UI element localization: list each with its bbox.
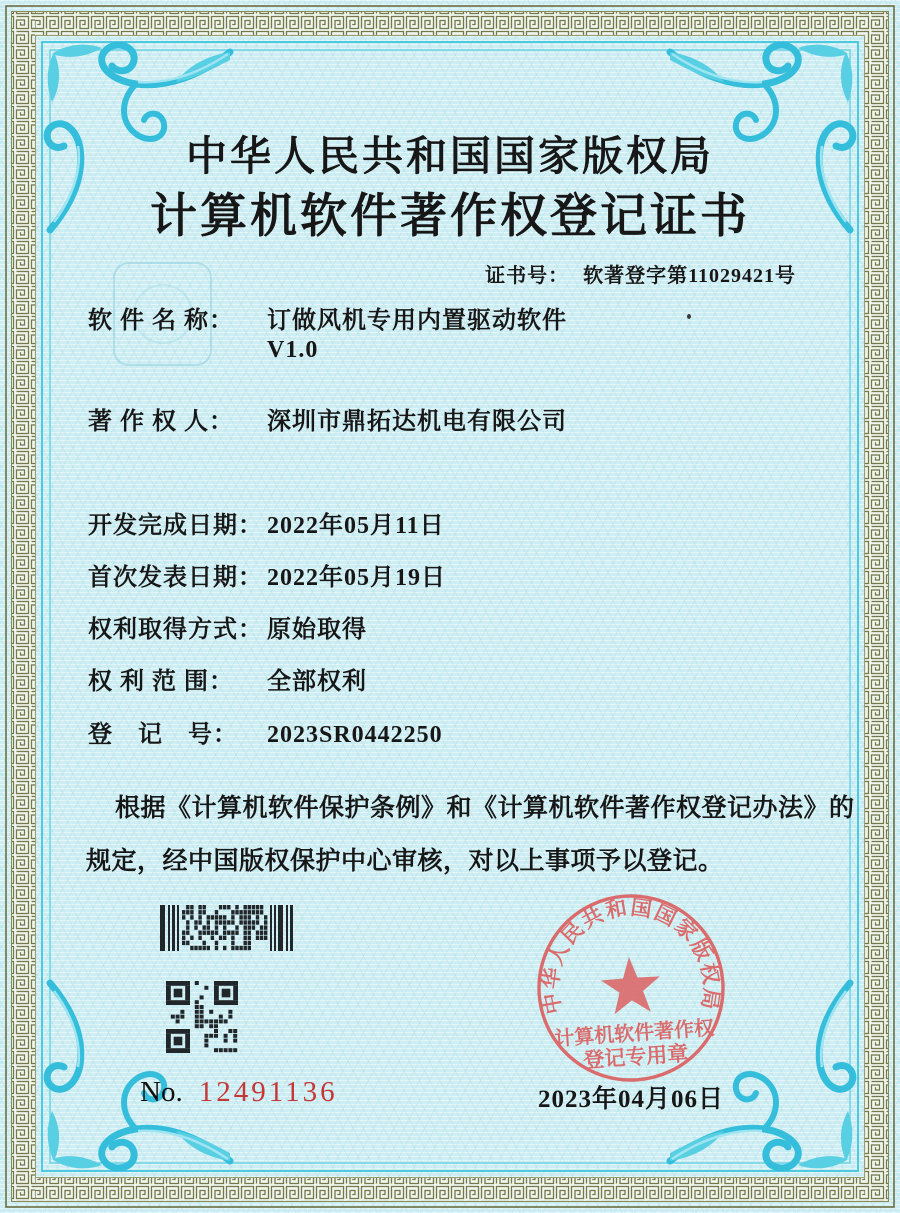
field-label: 著 作 权 人： [88, 409, 234, 435]
serial-number-value: 12491136 [198, 1076, 338, 1108]
serial-number-label: No. [140, 1076, 183, 1108]
field-value: 全部权利 [267, 669, 367, 695]
red-official-seal [525, 882, 737, 1094]
field-value: 2023SR0442250 [267, 722, 443, 748]
field-value: 原始取得 [267, 617, 367, 643]
field-value-version: V1.0 [267, 337, 319, 363]
red-star-icon [599, 955, 662, 1015]
seal-text-line2: 登记专用章 [582, 1041, 690, 1073]
field-label: 软 件 名 称： [88, 308, 234, 334]
field-label: 登 记 号： [88, 722, 238, 748]
field-label: 首次发表日期： [88, 565, 263, 591]
field-value: 2022年05月19日 [267, 565, 446, 591]
certificate-number-value: 软著登字第11029421号 [583, 265, 796, 287]
registration-statement-line2: 规定，经中国版权保护中心审核，对以上事项予以登记。 [86, 848, 724, 875]
barcode-2d-icon [160, 904, 296, 952]
field-label: 权利取得方式： [88, 617, 263, 643]
certificate-number-line [485, 259, 796, 288]
registration-statement-line1: 根据《计算机软件保护条例》和《计算机软件著作权登记办法》的 [115, 795, 855, 822]
qr-code-icon [166, 981, 240, 1053]
seal-ring-text: 中华人民共和国国家版权局 [538, 895, 724, 1016]
certificate-title: 计算机软件著作权登记证书 [150, 191, 750, 243]
field-value: 订做风机专用内置驱动软件 [267, 308, 567, 334]
issuing-authority-title: 中华人民共和国国家版权局 [186, 133, 714, 179]
field-label: 权 利 范 围： [88, 669, 234, 695]
certificate-number-label: 证书号： [485, 265, 570, 287]
seal-text-line1: 计算机软件著作权 [553, 1017, 715, 1051]
field-value: 2022年05月11日 [267, 513, 445, 539]
serial-number-line [140, 1076, 338, 1109]
registration-date: 2023年04月06日 [538, 1086, 725, 1113]
print-speck [687, 314, 691, 319]
field-value: 深圳市鼎拓达机电有限公司 [267, 409, 567, 435]
field-label: 开发完成日期： [88, 513, 263, 539]
